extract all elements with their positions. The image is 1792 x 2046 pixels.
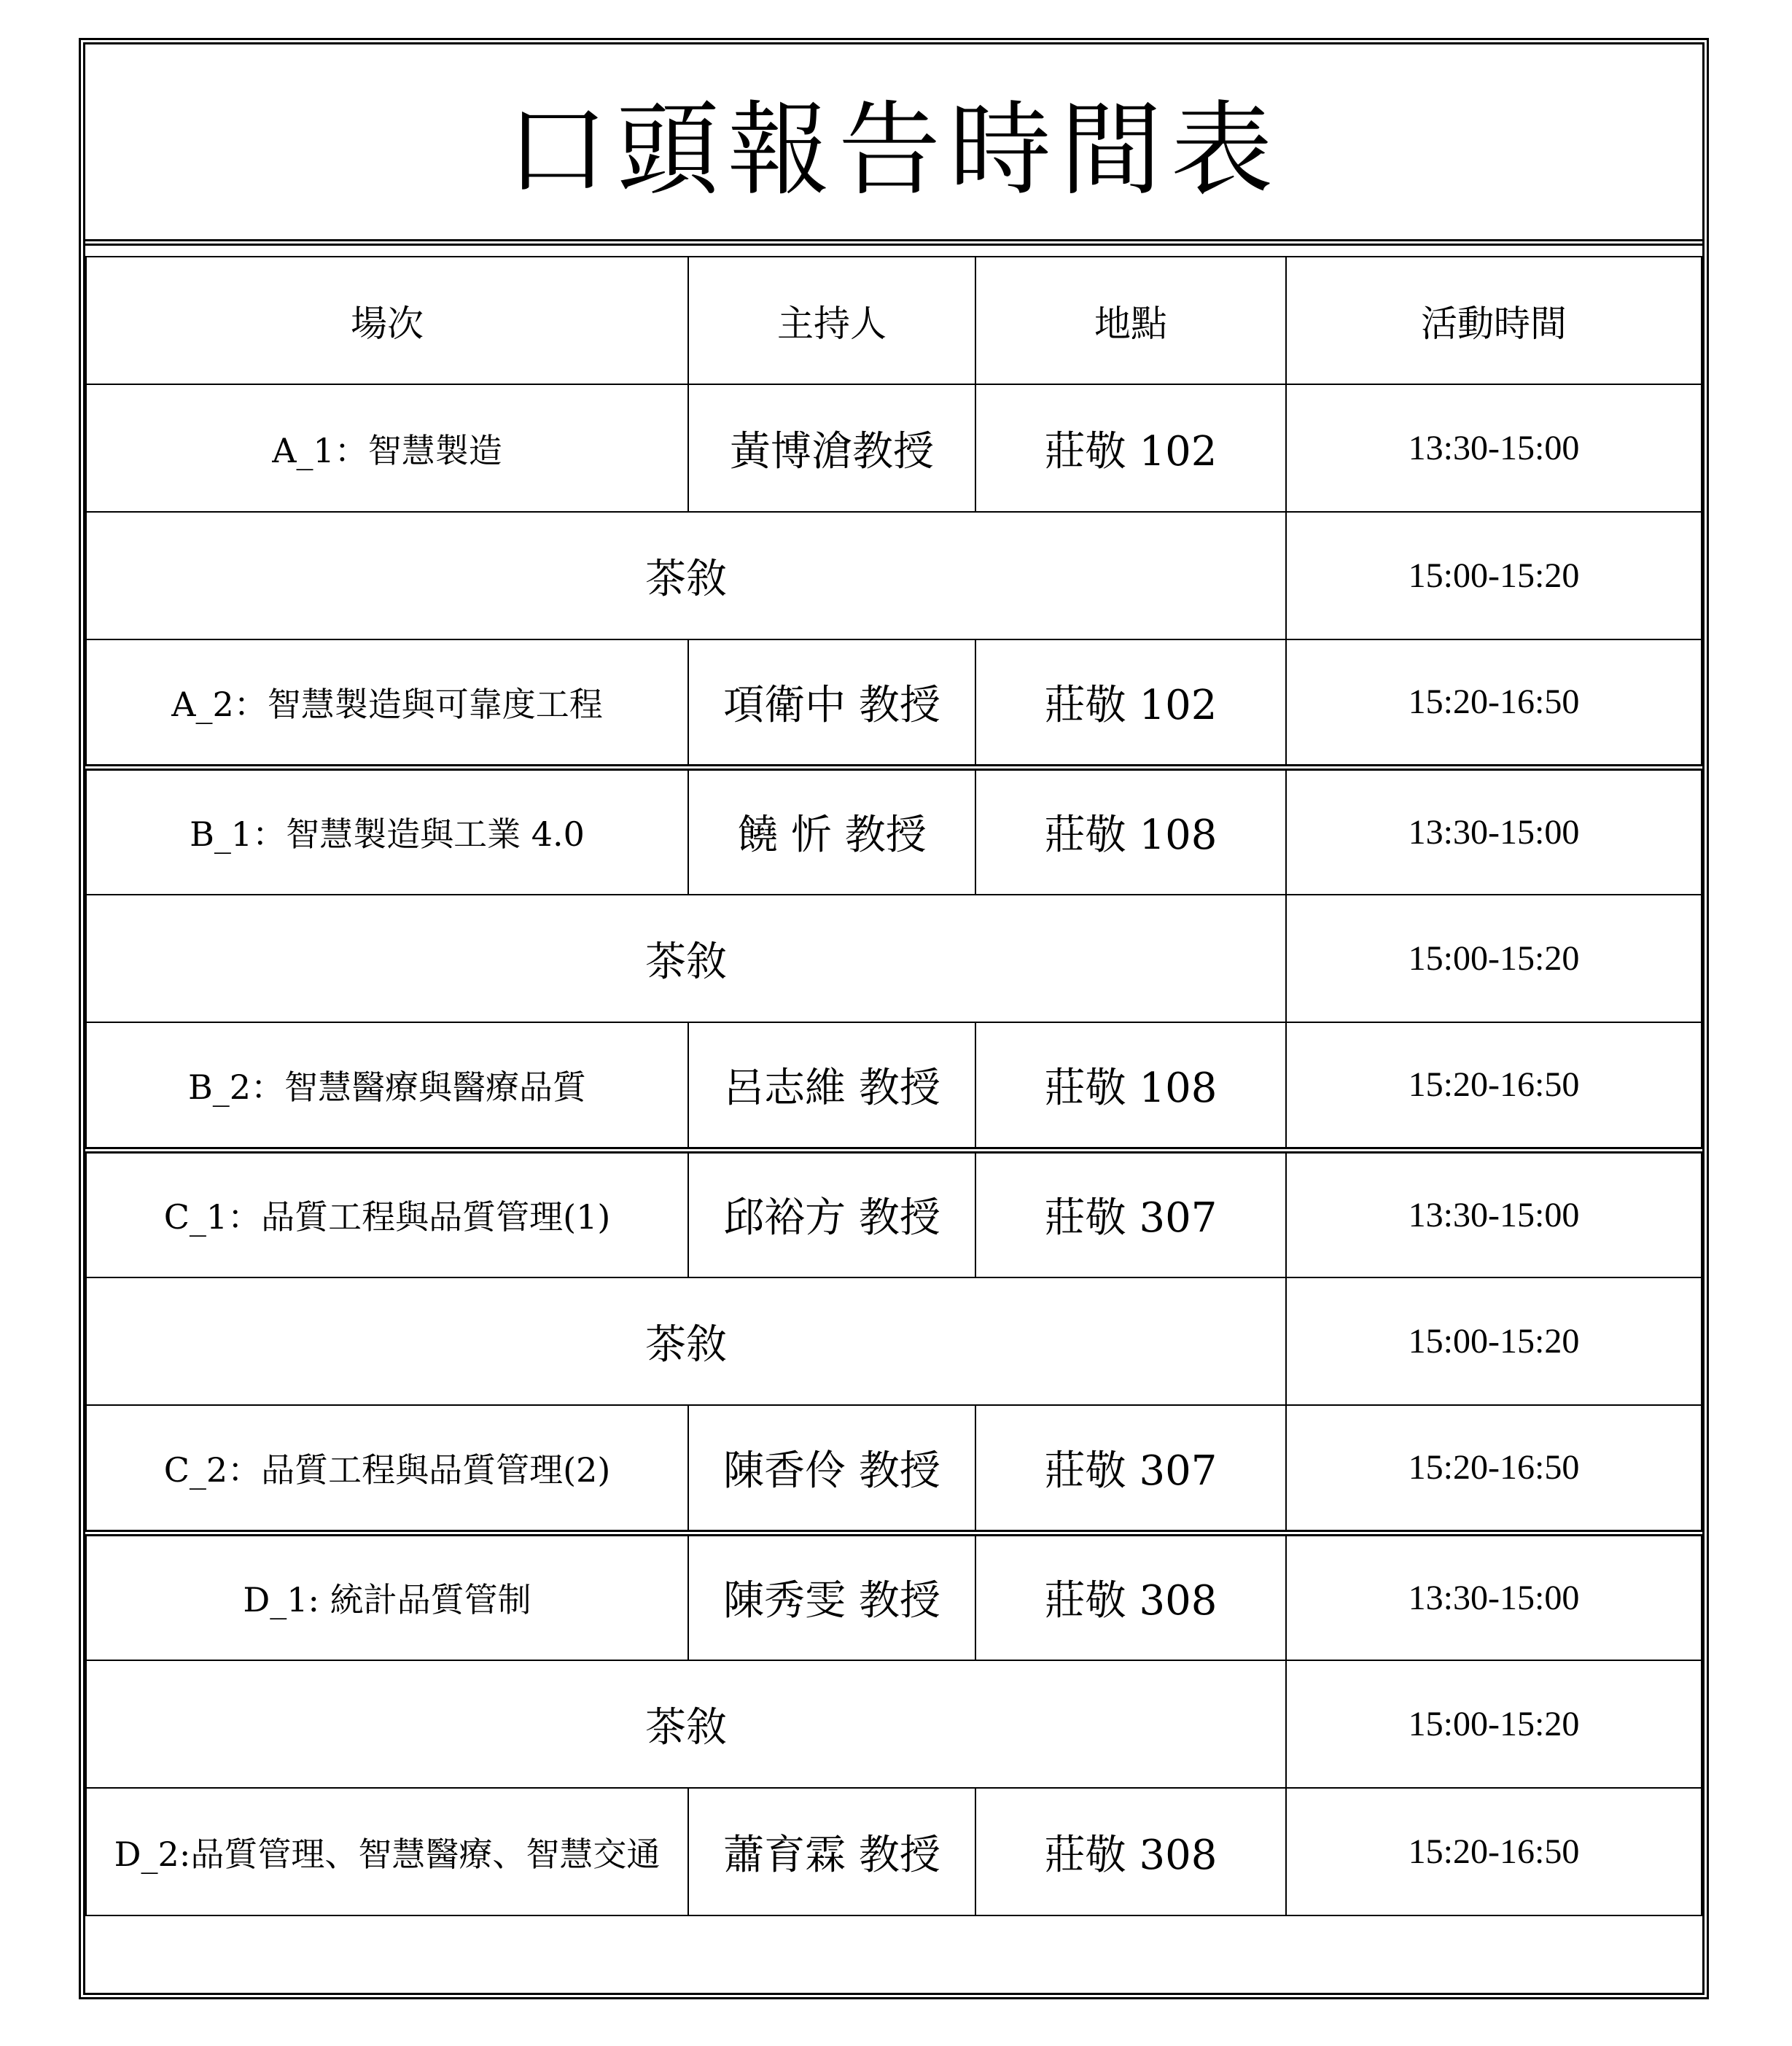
table-row (86, 1788, 1702, 1915)
table-row (86, 1277, 1702, 1405)
session-cell: A_2：智慧製造與可靠度工程 (86, 639, 688, 767)
header-room: 地點 (975, 257, 1286, 384)
host-cell: 黃博滄教授 (688, 384, 975, 512)
room-cell: 莊敬 108 (975, 1022, 1286, 1150)
room-cell: 莊敬 308 (975, 1788, 1286, 1915)
host-cell: 陳香伶 教授 (688, 1405, 975, 1533)
table-row (86, 767, 1702, 895)
table-row (86, 1022, 1702, 1150)
header-session: 場次 (86, 257, 688, 384)
tea-break-cell: 茶敘 (86, 512, 1286, 639)
time-cell: 15:20-16:50 (1286, 1405, 1702, 1533)
table-row (86, 1533, 1702, 1660)
header-host: 主持人 (688, 257, 975, 384)
session-cell: D_1: 統計品質管制 (86, 1533, 688, 1660)
table-row (86, 1660, 1702, 1788)
host-cell: 饒 忻 教授 (688, 767, 975, 895)
time-cell: 13:30-15:00 (1286, 767, 1702, 895)
table-row (86, 1150, 1702, 1277)
schedule-table (85, 256, 1702, 1916)
time-cell: 15:00-15:20 (1286, 895, 1702, 1022)
session-cell: C_1：品質工程與品質管理(1) (86, 1150, 688, 1277)
table-row (86, 512, 1702, 639)
room-cell: 莊敬 102 (975, 639, 1286, 767)
host-cell: 項衛中 教授 (688, 639, 975, 767)
tea-break-cell: 茶敘 (86, 895, 1286, 1022)
host-cell: 邱裕方 教授 (688, 1150, 975, 1277)
table-row (86, 1405, 1702, 1533)
tea-break-cell: 茶敘 (86, 1277, 1286, 1405)
page-title: 口頭報告時間表 (85, 44, 1702, 246)
session-cell: A_1：智慧製造 (86, 384, 688, 512)
time-cell: 15:20-16:50 (1286, 639, 1702, 767)
header-row (86, 257, 1702, 384)
tea-break-cell: 茶敘 (86, 1660, 1286, 1788)
room-cell: 莊敬 308 (975, 1533, 1286, 1660)
time-cell: 15:00-15:20 (1286, 512, 1702, 639)
session-cell: D_2:品質管理、智慧醫療、智慧交通 (86, 1788, 688, 1915)
time-cell: 15:20-16:50 (1286, 1022, 1702, 1150)
table-row (86, 384, 1702, 512)
header-time: 活動時間 (1286, 257, 1702, 384)
host-cell: 陳秀雯 教授 (688, 1533, 975, 1660)
schedule-frame (79, 38, 1709, 1999)
room-cell: 莊敬 307 (975, 1405, 1286, 1533)
host-cell: 呂志維 教授 (688, 1022, 975, 1150)
time-cell: 15:00-15:20 (1286, 1277, 1702, 1405)
table-row (86, 895, 1702, 1022)
time-cell: 13:30-15:00 (1286, 1150, 1702, 1277)
room-cell: 莊敬 102 (975, 384, 1286, 512)
session-cell: B_1：智慧製造與工業 4.0 (86, 767, 688, 895)
room-cell: 莊敬 108 (975, 767, 1286, 895)
room-cell: 莊敬 307 (975, 1150, 1286, 1277)
host-cell: 蕭育霖 教授 (688, 1788, 975, 1915)
time-cell: 13:30-15:00 (1286, 384, 1702, 512)
time-cell: 15:20-16:50 (1286, 1788, 1702, 1915)
session-cell: B_2：智慧醫療與醫療品質 (86, 1022, 688, 1150)
session-cell: C_2：品質工程與品質管理(2) (86, 1405, 688, 1533)
table-row (86, 639, 1702, 767)
time-cell: 15:00-15:20 (1286, 1660, 1702, 1788)
time-cell: 13:30-15:00 (1286, 1533, 1702, 1660)
